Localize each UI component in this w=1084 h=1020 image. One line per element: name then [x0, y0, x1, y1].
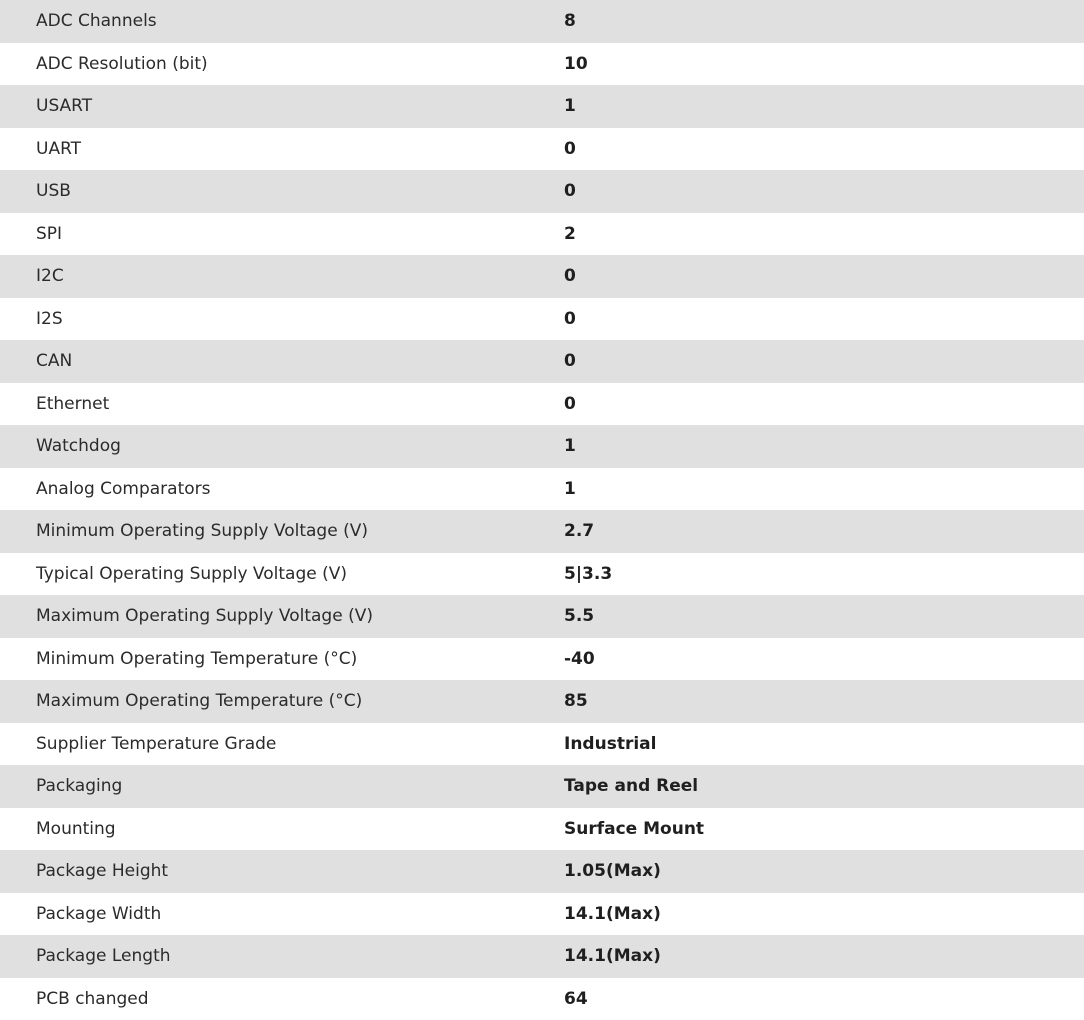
spec-label: Ethernet	[0, 383, 564, 426]
spec-label: I2C	[0, 255, 564, 298]
spec-value: 0	[564, 298, 1084, 341]
spec-label: Packaging	[0, 765, 564, 808]
spec-value: 14.1(Max)	[564, 893, 1084, 936]
spec-value: Industrial	[564, 723, 1084, 766]
spec-value: 5|3.3	[564, 553, 1084, 596]
spec-label: USART	[0, 85, 564, 128]
spec-row	[0, 468, 1084, 511]
spec-row	[0, 383, 1084, 426]
spec-value: 5.5	[564, 595, 1084, 638]
spec-label: Minimum Operating Temperature (°C)	[0, 638, 564, 681]
spec-value: 64	[564, 978, 1084, 1020]
spec-value: 0	[564, 128, 1084, 171]
spec-row	[0, 255, 1084, 298]
spec-row	[0, 723, 1084, 766]
spec-value: 0	[564, 255, 1084, 298]
spec-label: PCB changed	[0, 978, 564, 1020]
spec-row	[0, 850, 1084, 893]
spec-label: Analog Comparators	[0, 468, 564, 511]
spec-row	[0, 595, 1084, 638]
spec-value: 8	[564, 0, 1084, 43]
spec-row	[0, 340, 1084, 383]
spec-value: 1	[564, 85, 1084, 128]
spec-label: Maximum Operating Temperature (°C)	[0, 680, 564, 723]
spec-value: 14.1(Max)	[564, 935, 1084, 978]
spec-value: 0	[564, 340, 1084, 383]
spec-row	[0, 128, 1084, 171]
spec-row	[0, 680, 1084, 723]
spec-label: Package Width	[0, 893, 564, 936]
spec-row	[0, 935, 1084, 978]
spec-row	[0, 510, 1084, 553]
spec-value: 0	[564, 170, 1084, 213]
spec-row	[0, 213, 1084, 256]
spec-value: 2	[564, 213, 1084, 256]
spec-value: -40	[564, 638, 1084, 681]
spec-label: Supplier Temperature Grade	[0, 723, 564, 766]
spec-value: 10	[564, 43, 1084, 86]
spec-label: ADC Channels	[0, 0, 564, 43]
spec-row	[0, 170, 1084, 213]
spec-label: UART	[0, 128, 564, 171]
spec-label: SPI	[0, 213, 564, 256]
spec-row	[0, 638, 1084, 681]
spec-label: ADC Resolution (bit)	[0, 43, 564, 86]
spec-row	[0, 893, 1084, 936]
spec-label: USB	[0, 170, 564, 213]
spec-value: 85	[564, 680, 1084, 723]
spec-row	[0, 765, 1084, 808]
spec-row	[0, 808, 1084, 851]
spec-value: 1	[564, 468, 1084, 511]
spec-row	[0, 978, 1084, 1020]
spec-value: Surface Mount	[564, 808, 1084, 851]
spec-value: 0	[564, 383, 1084, 426]
spec-label: Package Length	[0, 935, 564, 978]
spec-row	[0, 43, 1084, 86]
spec-value: 1.05(Max)	[564, 850, 1084, 893]
spec-label: I2S	[0, 298, 564, 341]
spec-value: 1	[564, 425, 1084, 468]
spec-label: Typical Operating Supply Voltage (V)	[0, 553, 564, 596]
spec-label: Watchdog	[0, 425, 564, 468]
spec-label: Minimum Operating Supply Voltage (V)	[0, 510, 564, 553]
spec-label: Mounting	[0, 808, 564, 851]
spec-value: Tape and Reel	[564, 765, 1084, 808]
spec-row	[0, 298, 1084, 341]
spec-row	[0, 425, 1084, 468]
spec-label: Maximum Operating Supply Voltage (V)	[0, 595, 564, 638]
spec-value: 2.7	[564, 510, 1084, 553]
spec-row	[0, 85, 1084, 128]
spec-label: Package Height	[0, 850, 564, 893]
spec-row	[0, 553, 1084, 596]
spec-label: CAN	[0, 340, 564, 383]
spec-row	[0, 0, 1084, 43]
